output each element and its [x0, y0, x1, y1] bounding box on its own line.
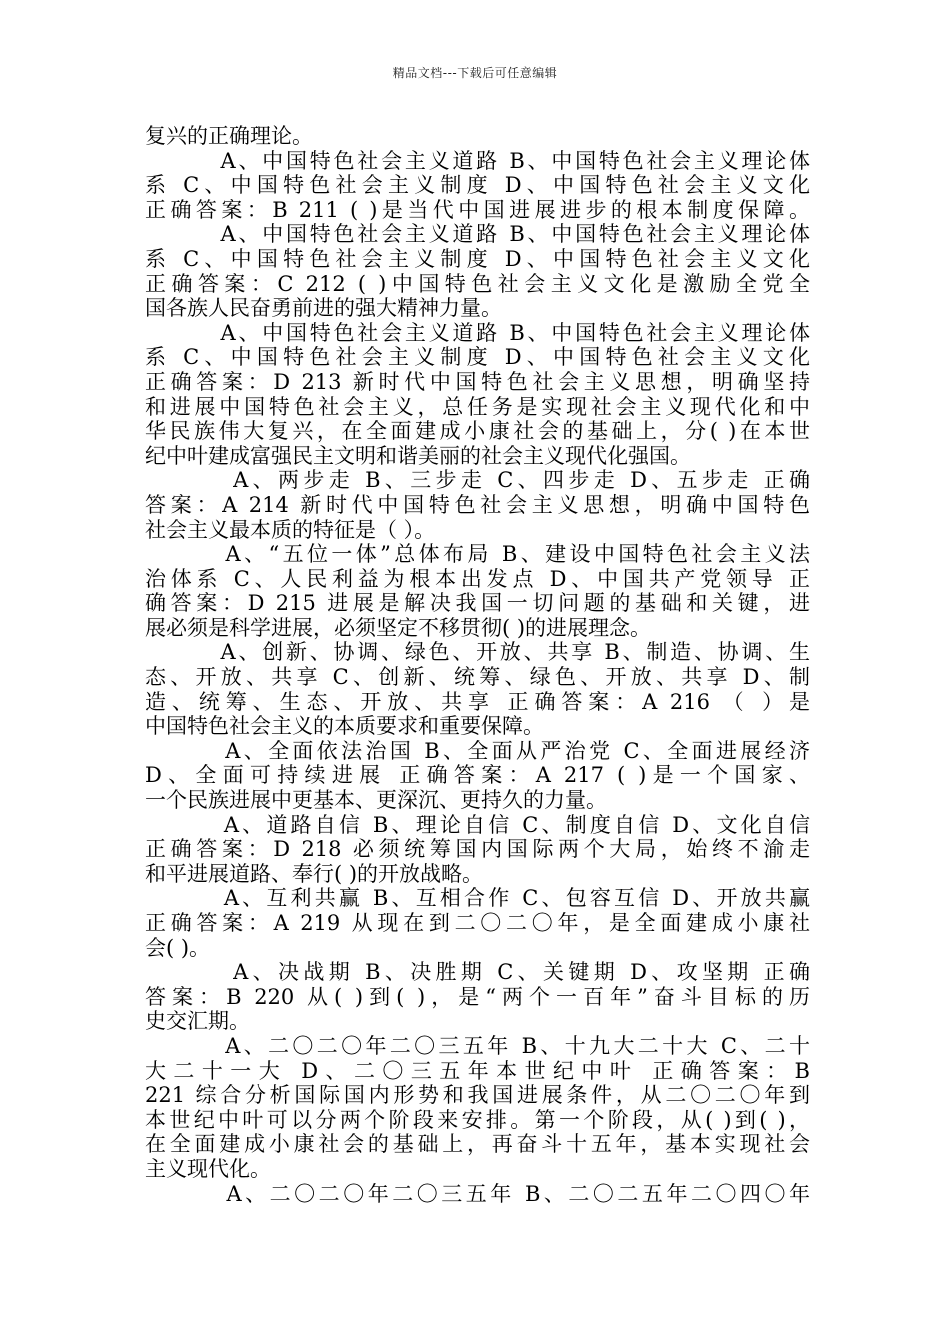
text-line: 221 综合分析国际国内形势和我国进展条件，从二〇二〇年到 [145, 1083, 810, 1108]
text-line: A、决战期 B、决胜期 C、关键期 D、攻坚期 正确 [145, 960, 810, 985]
text-line: 系 C、中国特色社会主义制度 D、中国特色社会主义文化 [145, 345, 810, 370]
text-line: 大二十一大 D、二〇三五年本世纪中叶 正确答案：B [145, 1058, 810, 1083]
text-line: A、“五位一体”总体布局 B、建设中国特色社会主义法 [145, 542, 810, 567]
text-line: A、中国特色社会主义道路 B、中国特色社会主义理论体 [145, 222, 810, 247]
page-header: 精品文档---下载后可任意编辑 [392, 66, 558, 80]
text-line: A、中国特色社会主义道路 B、中国特色社会主义理论体 [145, 320, 810, 345]
document-body [145, 124, 810, 1206]
text-line: 正确答案：C 212 ( )中国特色社会主义文化是激励全党全 [145, 271, 810, 296]
text-line: 国各族人民奋勇前进的强大精神力量。 [145, 296, 502, 321]
text-line: A、道路自信 B、理论自信 C、制度自信 D、文化自信 [145, 812, 810, 837]
text-line: 造、统筹、生态、开放、共享 正确答案：A 216 （ ）是 [145, 689, 810, 714]
text-line: 本世纪中叶可以分两个阶段来安排。第一个阶段，从( )到( )， [145, 1107, 810, 1132]
text-line: 系 C、中国特色社会主义制度 D、中国特色社会主义文化 [145, 173, 810, 198]
text-line: A、互利共赢 B、互相合作 C、包容互信 D、开放共赢 [145, 886, 810, 911]
text-line: 治体系 C、人民利益为根本出发点 D、中国共产党领导 正 [145, 566, 810, 591]
text-line: 会( )。 [145, 935, 211, 960]
text-line: 主义现代化。 [145, 1156, 271, 1181]
text-line: 答案：A 214 新时代中国特色社会主义思想，明确中国特色 [145, 492, 810, 517]
text-line: 展必须是科学进展，必须坚定不移贯彻( )的进展理念。 [145, 615, 652, 640]
text-line: A、二〇二〇年二〇三五年 B、二〇二五年二〇四〇年 [145, 1181, 810, 1206]
text-line: D、全面可持续进展 正确答案：A 217 ( )是一个国家、 [145, 763, 810, 788]
text-line: 史交汇期。 [145, 1009, 250, 1034]
text-line: 复兴的正确理论。 [145, 124, 313, 148]
text-line: 正确答案：A 219 从现在到二〇二〇年，是全面建成小康社 [145, 911, 810, 935]
text-line: 纪中叶建成富强民主文明和谐美丽的社会主义现代化强国。 [145, 443, 691, 468]
text-line: 在全面建成小康社会的基础上，再奋斗十五年，基本实现社会 [145, 1132, 810, 1157]
text-line: 正确答案：D 218 必须统筹国内国际两个大局，始终不渝走 [145, 837, 810, 862]
text-line: 确答案：D 215 进展是解决我国一切问题的基础和关键，进 [145, 591, 810, 616]
text-line: A、全面依法治国 B、全面从严治党 C、全面进展经济 [145, 738, 810, 763]
text-line: 正确答案：B 211 ( )是当代中国进展进步的根本制度保障。 [145, 197, 810, 222]
text-line: A、两步走 B、三步走 C、四步走 D、五步走 正确 [145, 468, 810, 493]
text-line: 中国特色社会主义的本质要求和重要保障。 [145, 714, 544, 739]
text-line: A、二〇二〇年二〇三五年 B、十九大二十大 C、二十 [145, 1033, 810, 1058]
text-line: 华民族伟大复兴，在全面建成小康社会的基础上，分( )在本世 [145, 419, 810, 444]
text-line: 和进展中国特色社会主义，总任务是实现社会主义现代化和中 [145, 394, 810, 419]
text-line: 正确答案：D 213 新时代中国特色社会主义思想，明确坚持 [145, 369, 810, 394]
text-line: 答案：B 220 从( )到( )，是“两个一百年”奋斗目标的历 [145, 984, 810, 1009]
text-line: 态、开放、共享 C、创新、统筹、绿色、开放、共享 D、制 [145, 665, 810, 690]
text-line: A、中国特色社会主义道路 B、中国特色社会主义理论体 [145, 148, 810, 173]
text-line: 社会主义最本质的特征是（ ）。 [145, 517, 436, 542]
text-line: A、创新、协调、绿色、开放、共享 B、制造、协调、生 [145, 640, 810, 665]
text-line: 一个民族进展中更基本、更深沉、更持久的力量。 [145, 788, 607, 813]
text-line: 系 C、中国特色社会主义制度 D、中国特色社会主义文化 [145, 246, 810, 271]
text-line: 和平进展道路、奉行( )的开放战略。 [145, 861, 484, 886]
